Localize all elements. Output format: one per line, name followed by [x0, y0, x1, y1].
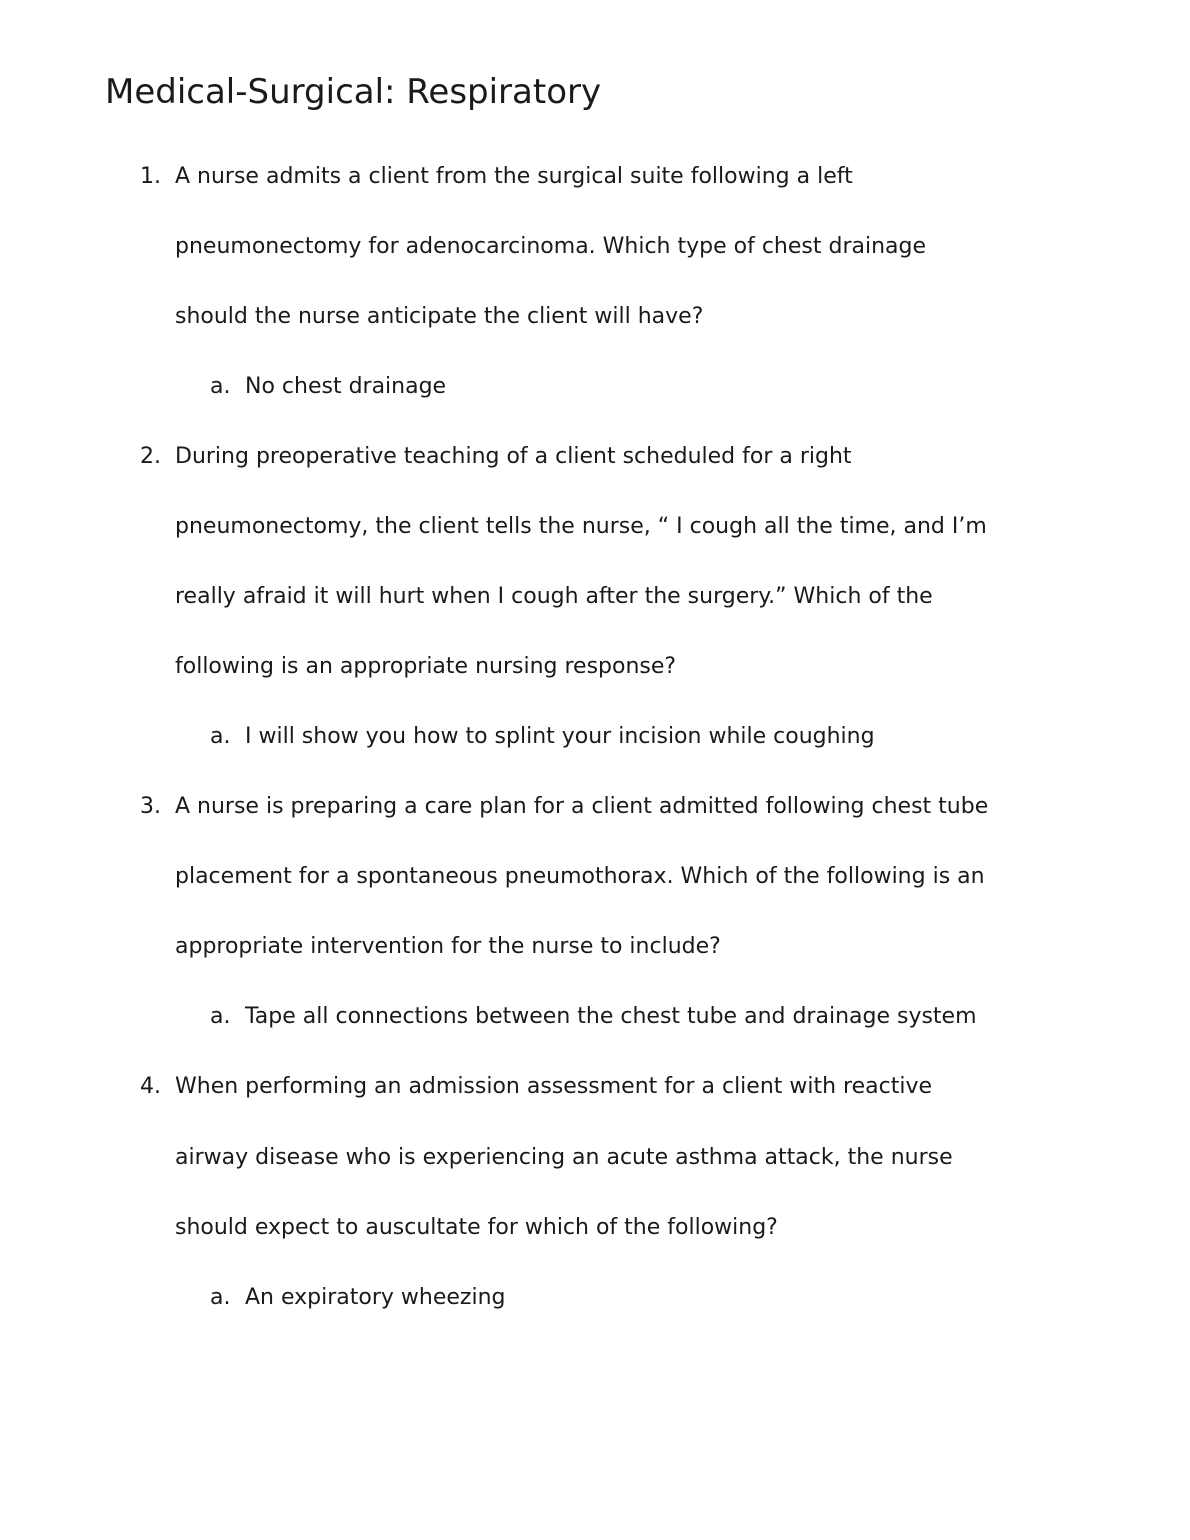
question-text-line: really afraid it will hurt when I cough after the surgery.” Which of the [175, 584, 933, 609]
question-text-line: placement for a spontaneous pneumothorax. Which of the following is an [175, 864, 985, 889]
question-text-line: When performing an admission assessment for a client with reactive [175, 1074, 933, 1099]
question-number: 3. [140, 794, 161, 819]
question-text-line: appropriate intervention for the nurse to include? [175, 934, 721, 959]
question-text-line: following is an appropriate nursing response? [175, 654, 677, 679]
page-title: Medical-Surgical: Respiratory [105, 72, 602, 112]
question-text-line: should expect to auscultate for which of the following? [175, 1215, 778, 1240]
question-text-line: A nurse admits a client from the surgical suite following a left [175, 164, 853, 189]
answer-text: No chest drainage [245, 374, 447, 399]
question-text-line: During preoperative teaching of a client scheduled for a right [175, 444, 852, 469]
question-text-line: pneumonectomy, the client tells the nurse, “ I cough all the time, and I’m [175, 514, 987, 539]
answer-letter: a. [210, 724, 231, 749]
question-number: 1. [140, 164, 161, 189]
question-text-line: airway disease who is experiencing an acute asthma attack, the nurse [175, 1145, 953, 1170]
answer-letter: a. [210, 1004, 231, 1029]
question-text-line: pneumonectomy for adenocarcinoma. Which type of chest drainage [175, 234, 927, 259]
answer-text: An expiratory wheezing [245, 1285, 506, 1310]
question-text-line: A nurse is preparing a care plan for a client admitted following chest tube [175, 794, 989, 819]
question-text-line: should the nurse anticipate the client will have? [175, 304, 704, 329]
answer-letter: a. [210, 374, 231, 399]
question-number: 4. [140, 1074, 161, 1099]
question-number: 2. [140, 444, 161, 469]
answer-text: I will show you how to splint your incision while coughing [245, 724, 875, 749]
answer-letter: a. [210, 1285, 231, 1310]
answer-text: Tape all connections between the chest tube and drainage system [245, 1004, 977, 1029]
